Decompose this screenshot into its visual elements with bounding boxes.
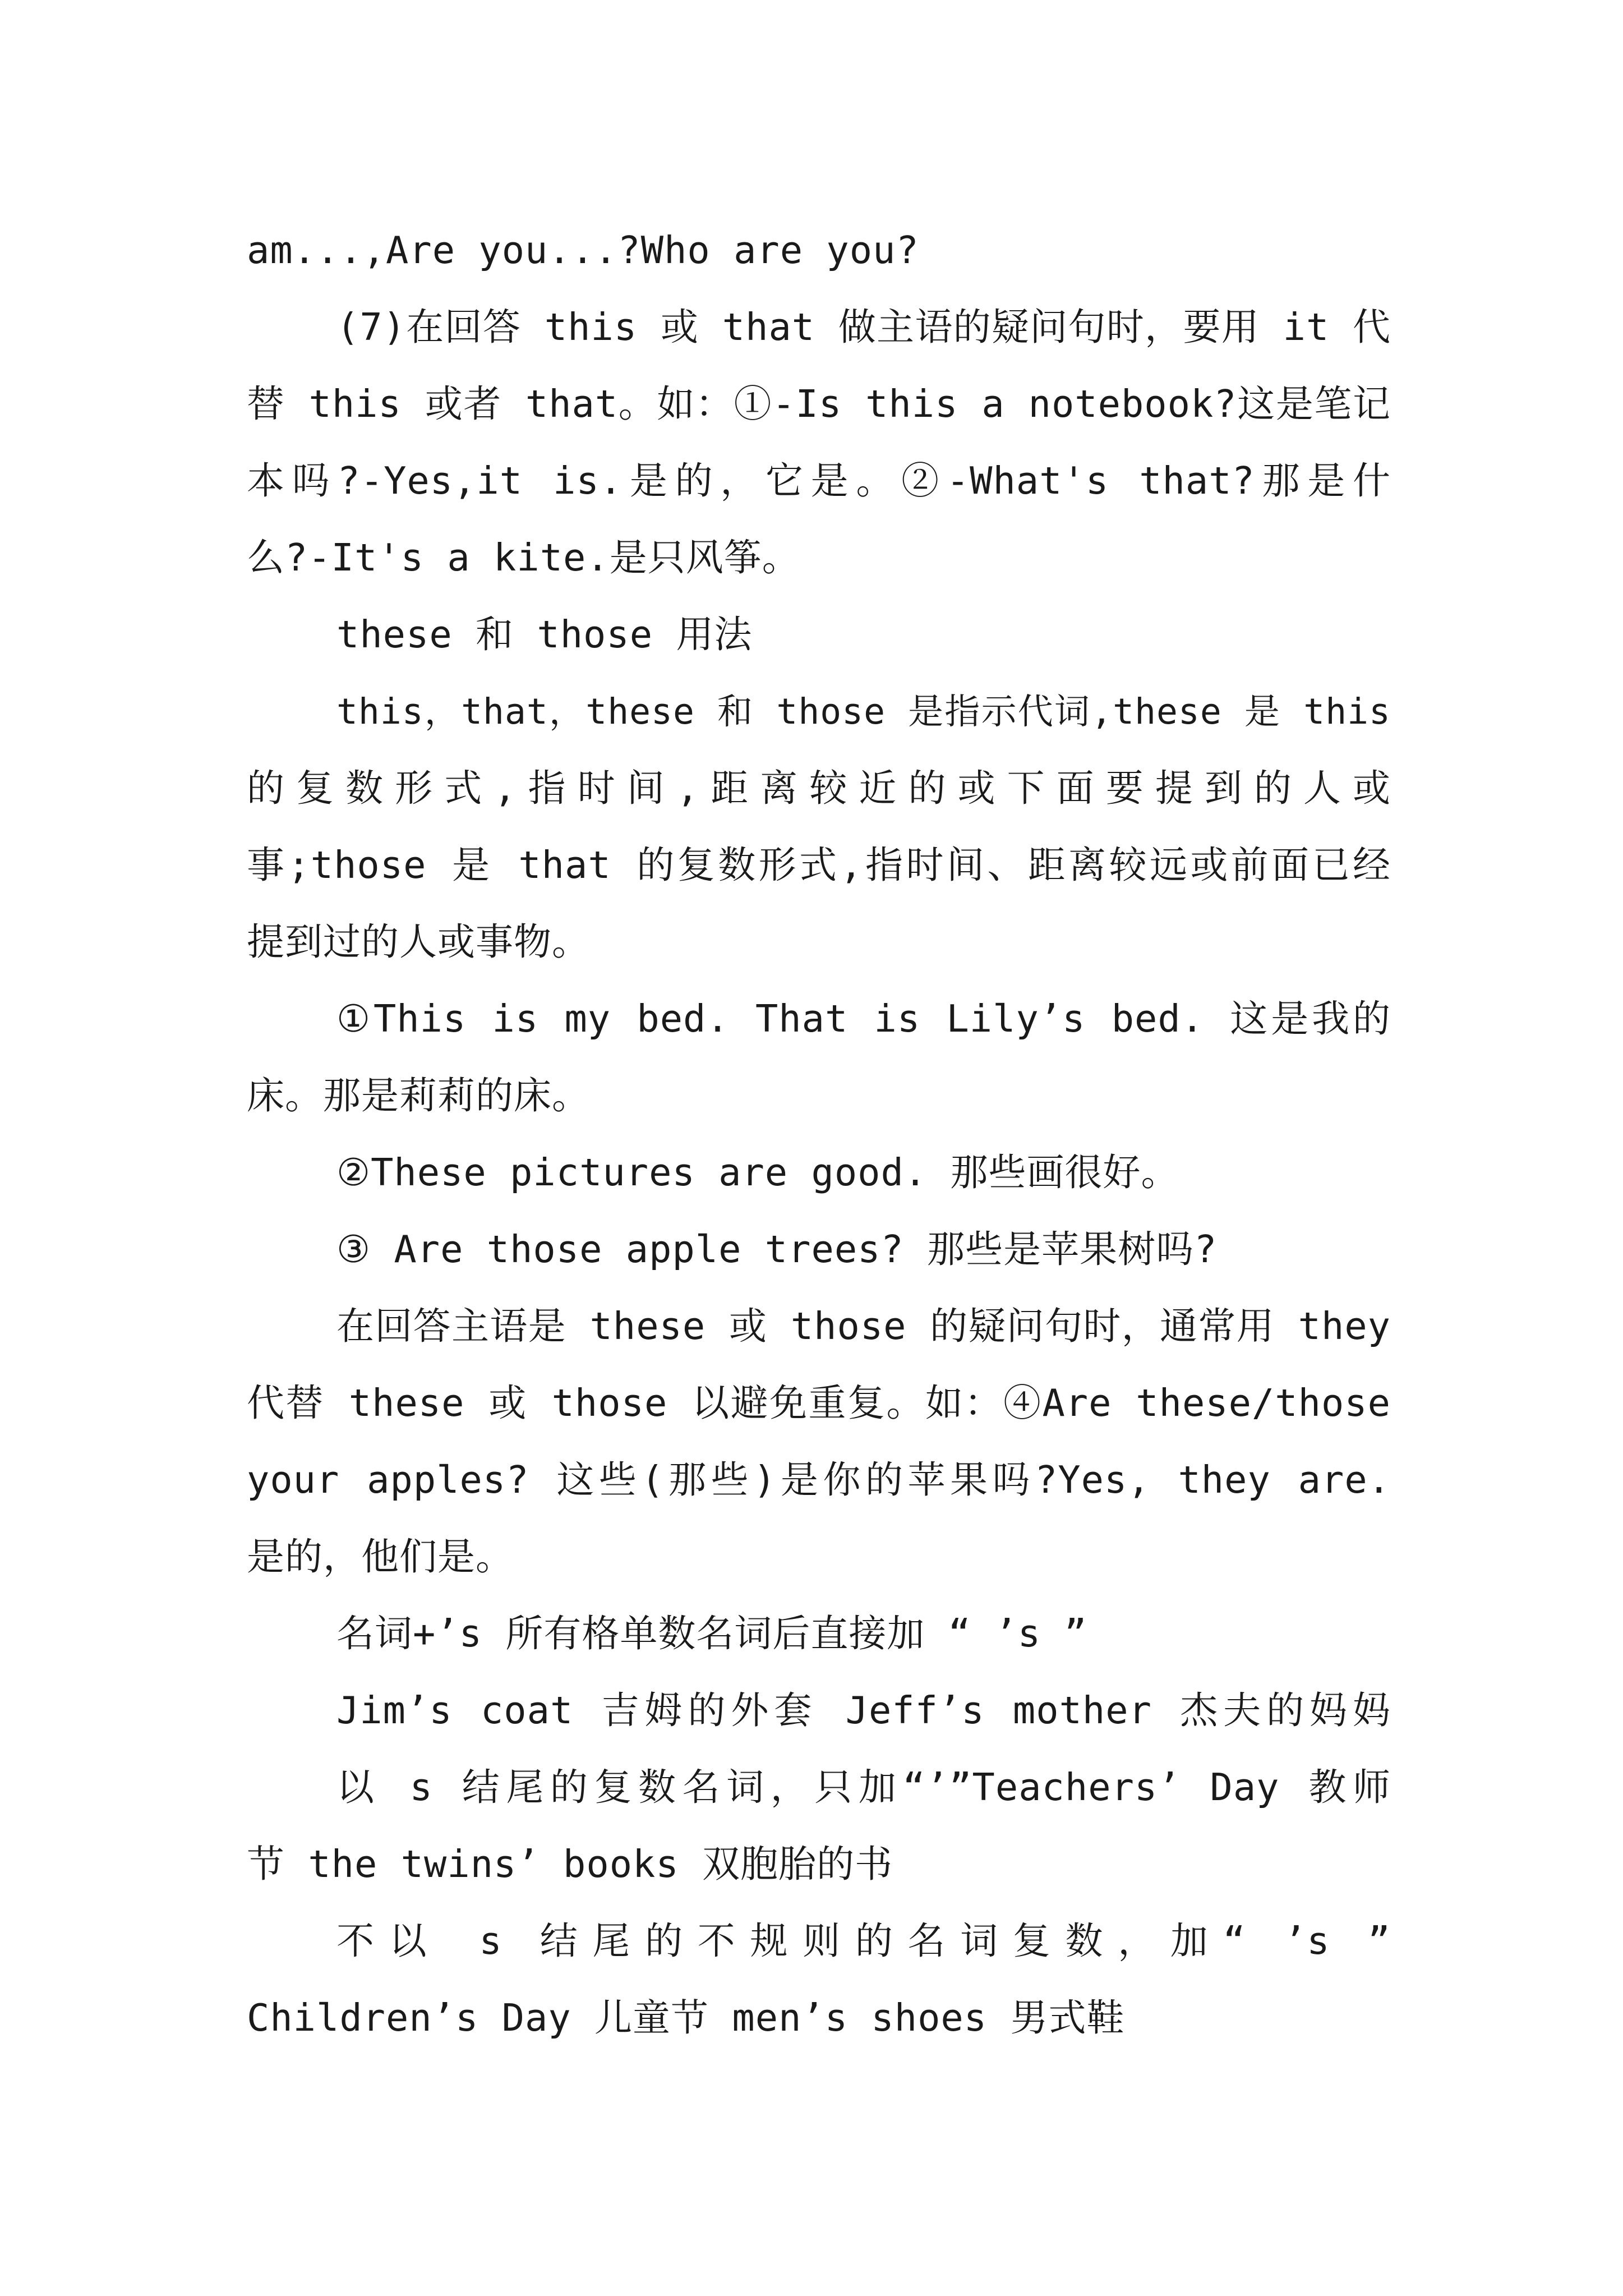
example-line: ①This is my bed. That is Lily’s bed. 这是我的	[336, 997, 1391, 1041]
text-line: 不以 s 结尾的不规则的名词复数，加“ ’s ”	[336, 1919, 1391, 1963]
text-line: 的复数形式,指时间,距离较近的或下面要提到的人或	[247, 766, 1391, 810]
text-line: 床。那是莉莉的床。	[247, 1074, 590, 1117]
text-line: (7)在回答 this 或 that 做主语的疑问句时，要用 it 代	[336, 305, 1391, 349]
example-line: ②These pictures are good. 那些画很好。	[336, 1151, 1179, 1194]
text-line: 么?-It's a kite.是只风筝。	[247, 536, 800, 579]
text-line: am...,Are you...?Who are you?	[247, 228, 919, 272]
text-line: 名词+’s 所有格单数名词后直接加 “ ’s ”	[336, 1612, 1087, 1655]
text-line: 在回答主语是 these 或 those 的疑问句时，通常用 they	[336, 1304, 1391, 1348]
text-line: this，that，these 和 those 是指示代词,these 是 this	[336, 691, 1391, 732]
body-text	[247, 212, 1391, 2056]
section-heading: these 和 those 用法	[336, 613, 753, 656]
text-line: 节 the twins’ books 双胞胎的书	[247, 1842, 893, 1886]
example-line: Children’s Day 儿童节 men’s shoes 男式鞋	[247, 1996, 1125, 2040]
example-line: Jim’s coat 吉姆的外套 Jeff’s mother 杰夫的妈妈	[336, 1688, 1391, 1732]
text-line: 代替 these 或 those 以避免重复。如：④Are these/those	[247, 1381, 1391, 1425]
text-line: 事;those 是 that 的复数形式,指时间、距离较远或前面已经	[247, 843, 1391, 887]
text-line: 以 s 结尾的复数名词，只加“’”Teachers’ Day 教师	[336, 1765, 1391, 1809]
example-line: ③ Are those apple trees? 那些是苹果树吗?	[336, 1227, 1218, 1271]
text-line: 提到过的人或事物。	[247, 920, 590, 964]
text-line: 本吗?-Yes,it is.是的，它是。②-What's that?那是什	[247, 459, 1391, 503]
text-line: 是的，他们是。	[247, 1535, 514, 1579]
text-line: your apples? 这些(那些)是你的苹果吗?Yes, they are.	[247, 1458, 1391, 1502]
text-line: 替 this 或者 that。如：①-Is this a notebook?这是笔记	[247, 382, 1391, 426]
